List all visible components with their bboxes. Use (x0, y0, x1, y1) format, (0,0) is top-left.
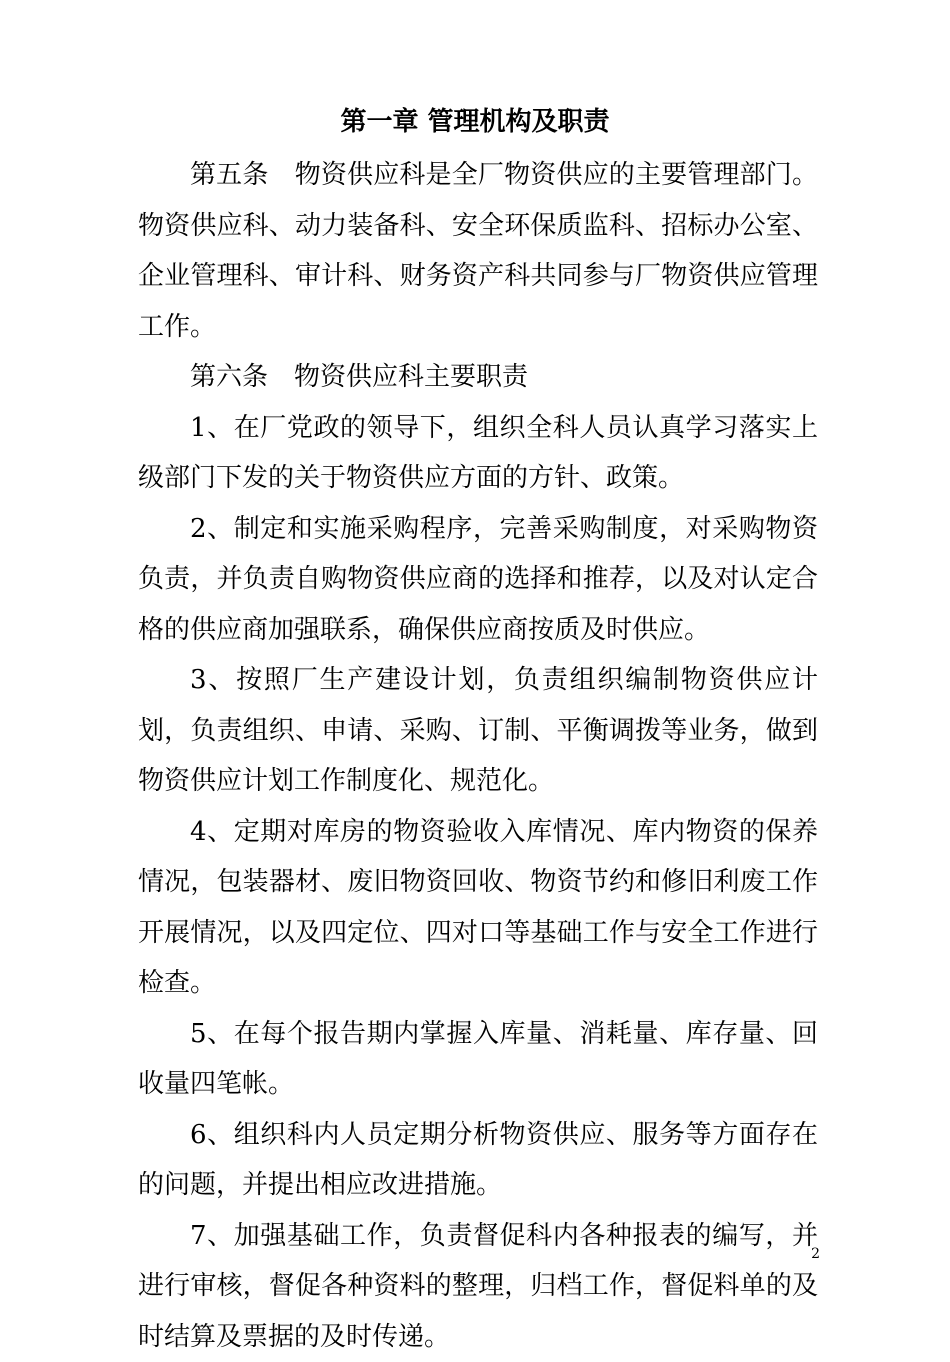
page-number: 2 (790, 1245, 820, 1263)
chapter-title: 第一章 管理机构及职责 (0, 102, 950, 142)
body-text (138, 150, 818, 1362)
duty-item-1: 1、在厂党政的领导下，组织全科人员认真学习落实上级部门下发的关于物资供应方面的方针、政策。 (138, 403, 818, 504)
duty-item-5: 5、在每个报告期内掌握入库量、消耗量、库存量、回收量四笔帐。 (138, 1009, 818, 1110)
duty-item-7: 7、加强基础工作，负责督促科内各种报表的编写，并进行审核，督促各种资料的整理，归档工作，督促料单的及时结算及票据的及时传递。 (138, 1211, 818, 1362)
article-5-paragraph: 第五条 物资供应科是全厂物资供应的主要管理部门。物资供应科、动力装备科、安全环保质监科、招标办公室、企业管理科、审计科、财务资产科共同参与厂物资供应管理工作。 (138, 150, 818, 352)
duty-item-4: 4、定期对库房的物资验收入库情况、库内物资的保养情况，包装器材、废旧物资回收、物资节约和修旧利废工作开展情况，以及四定位、四对口等基础工作与安全工作进行检查。 (138, 807, 818, 1009)
duty-item-3: 3、按照厂生产建设计划，负责组织编制物资供应计划，负责组织、申请、采购、订制、平衡调拨等业务，做到物资供应计划工作制度化、规范化。 (138, 655, 818, 807)
article-6-heading: 第六条 物资供应科主要职责 (138, 352, 818, 403)
duty-item-6: 6、组织科内人员定期分析物资供应、服务等方面存在的问题，并提出相应改进措施。 (138, 1110, 818, 1211)
duty-item-2: 2、制定和实施采购程序，完善采购制度，对采购物资负责，并负责自购物资供应商的选择和推荐，以及对认定合格的供应商加强联系，确保供应商按质及时供应。 (138, 504, 818, 656)
